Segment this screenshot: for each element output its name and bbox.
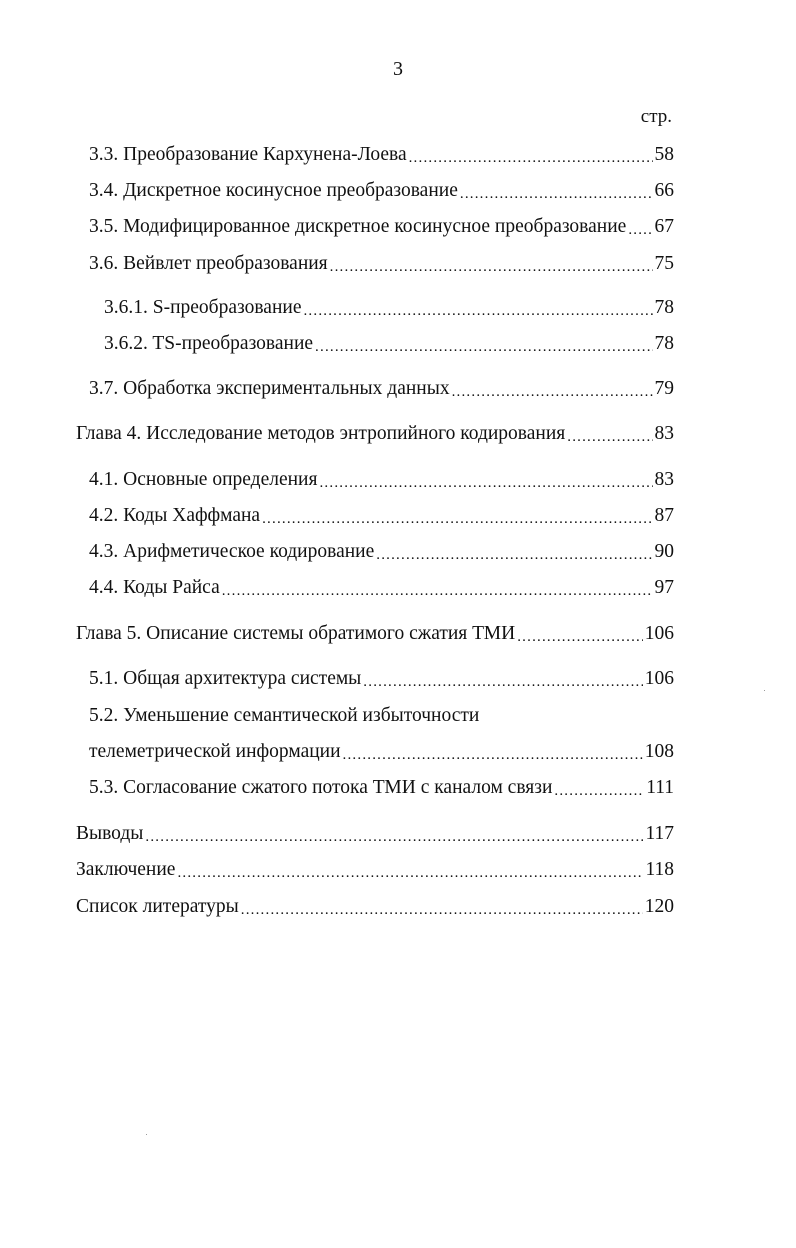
scan-speck <box>146 1134 147 1135</box>
toc-entry <box>104 295 674 321</box>
toc-entry-page: 120 <box>644 896 674 917</box>
toc-entry-title: 4.4. Коды Райса <box>89 577 220 598</box>
toc-leader-dots <box>452 376 653 402</box>
toc-entry-title: 5.3. Согласование сжатого потока ТМИ с каналом связи <box>89 777 553 798</box>
toc-entry <box>89 142 674 168</box>
toc-leader-dots <box>517 621 643 647</box>
toc-entry-page: 106 <box>644 668 674 689</box>
toc-entry-title: 4.1. Основные определения <box>89 469 318 490</box>
toc-leader-dots <box>409 142 653 168</box>
toc-leader-dots <box>343 739 643 765</box>
toc-entry <box>89 775 674 801</box>
toc-leader-dots <box>177 857 643 883</box>
scan-speck <box>764 690 765 691</box>
toc-entry-title: 3.7. Обработка экспериментальных данных <box>89 378 450 399</box>
toc-entry-title: телеметрической информации <box>89 741 341 762</box>
toc-entry <box>76 894 674 920</box>
toc-entry-page: 66 <box>654 180 674 201</box>
toc-leader-dots <box>315 331 652 357</box>
toc-entry <box>89 467 674 493</box>
toc-entry-page: 90 <box>654 541 674 562</box>
toc-entry-title: Выводы <box>76 823 144 844</box>
toc-leader-dots <box>363 666 642 692</box>
toc-entry <box>76 421 674 447</box>
toc-entry-page: 108 <box>644 741 674 762</box>
toc-entry <box>89 539 674 565</box>
toc-leader-dots <box>628 214 652 240</box>
toc-entry <box>89 666 674 692</box>
toc-leader-dots <box>262 503 652 529</box>
toc-entry-page: 79 <box>654 378 674 399</box>
toc-entry-title: 3.4. Дискретное косинусное преобразование <box>89 180 458 201</box>
toc-entry-page: 111 <box>646 777 674 798</box>
toc-entry <box>76 621 674 647</box>
toc-entry-title: 3.6.2. TS-преобразование <box>104 333 314 354</box>
toc-entry-title: Глава 5. Описание системы обратимого сжатия ТМИ <box>76 623 516 644</box>
toc-leader-dots <box>241 894 643 920</box>
toc-entry-title: 3.6. Вейвлет преобразования <box>89 253 328 274</box>
toc-leader-dots <box>330 251 653 277</box>
toc-entry-title: Список литературы <box>76 896 239 917</box>
toc-entry-title: 4.3. Арифметическое кодирование <box>89 541 375 562</box>
toc-entry-title: 3.5. Модифицированное дискретное косинусное преобразование <box>89 216 627 237</box>
toc-entry <box>89 739 674 765</box>
toc-entry <box>76 857 674 883</box>
toc-entry <box>89 575 674 601</box>
toc-leader-dots <box>222 575 653 601</box>
toc-leader-dots <box>554 775 644 801</box>
toc-leader-dots <box>567 421 652 447</box>
toc-entry-title: Заключение <box>76 859 176 880</box>
toc-entry <box>89 251 674 277</box>
page-number: 3 <box>393 58 403 80</box>
toc-entry <box>89 178 674 204</box>
toc-entry <box>89 214 674 240</box>
toc-entry-title-first-line: 5.2. Уменьшение семантической избыточности <box>89 705 480 726</box>
toc-entry <box>89 376 674 402</box>
toc-entry-page: 75 <box>654 253 674 274</box>
toc-leader-dots <box>460 178 653 204</box>
toc-entry-page: 58 <box>654 144 674 165</box>
toc-entry-page: 97 <box>654 577 674 598</box>
toc-entry-page: 78 <box>654 333 674 354</box>
toc-entry-title: 4.2. Коды Хаффмана <box>89 505 261 526</box>
toc-entry-page: 117 <box>645 823 674 844</box>
toc-leader-dots <box>376 539 652 565</box>
toc-entry-page: 83 <box>654 469 674 490</box>
toc-entry-title: Глава 4. Исследование методов энтропийного кодирования <box>76 423 566 444</box>
toc-entry-page: 87 <box>654 505 674 526</box>
toc-leader-dots <box>145 821 643 847</box>
toc-entry-page: 78 <box>654 297 674 318</box>
toc-entry <box>104 331 674 357</box>
toc-entry-title: 5.1. Общая архитектура системы <box>89 668 362 689</box>
toc-entry-page: 83 <box>654 423 674 444</box>
toc-entry <box>89 503 674 529</box>
toc-entry-page: 67 <box>654 216 674 237</box>
toc-entry-page: 118 <box>645 859 674 880</box>
toc-leader-dots <box>319 467 652 493</box>
toc-entry <box>76 821 674 847</box>
toc-entry-title: 3.6.1. S-преобразование <box>104 297 302 318</box>
toc-entry-page: 106 <box>644 623 674 644</box>
toc-entry-title: 3.3. Преобразование Кархунена-Лоева <box>89 144 407 165</box>
toc-leader-dots <box>303 295 652 321</box>
pages-column-label: стр. <box>640 106 672 127</box>
